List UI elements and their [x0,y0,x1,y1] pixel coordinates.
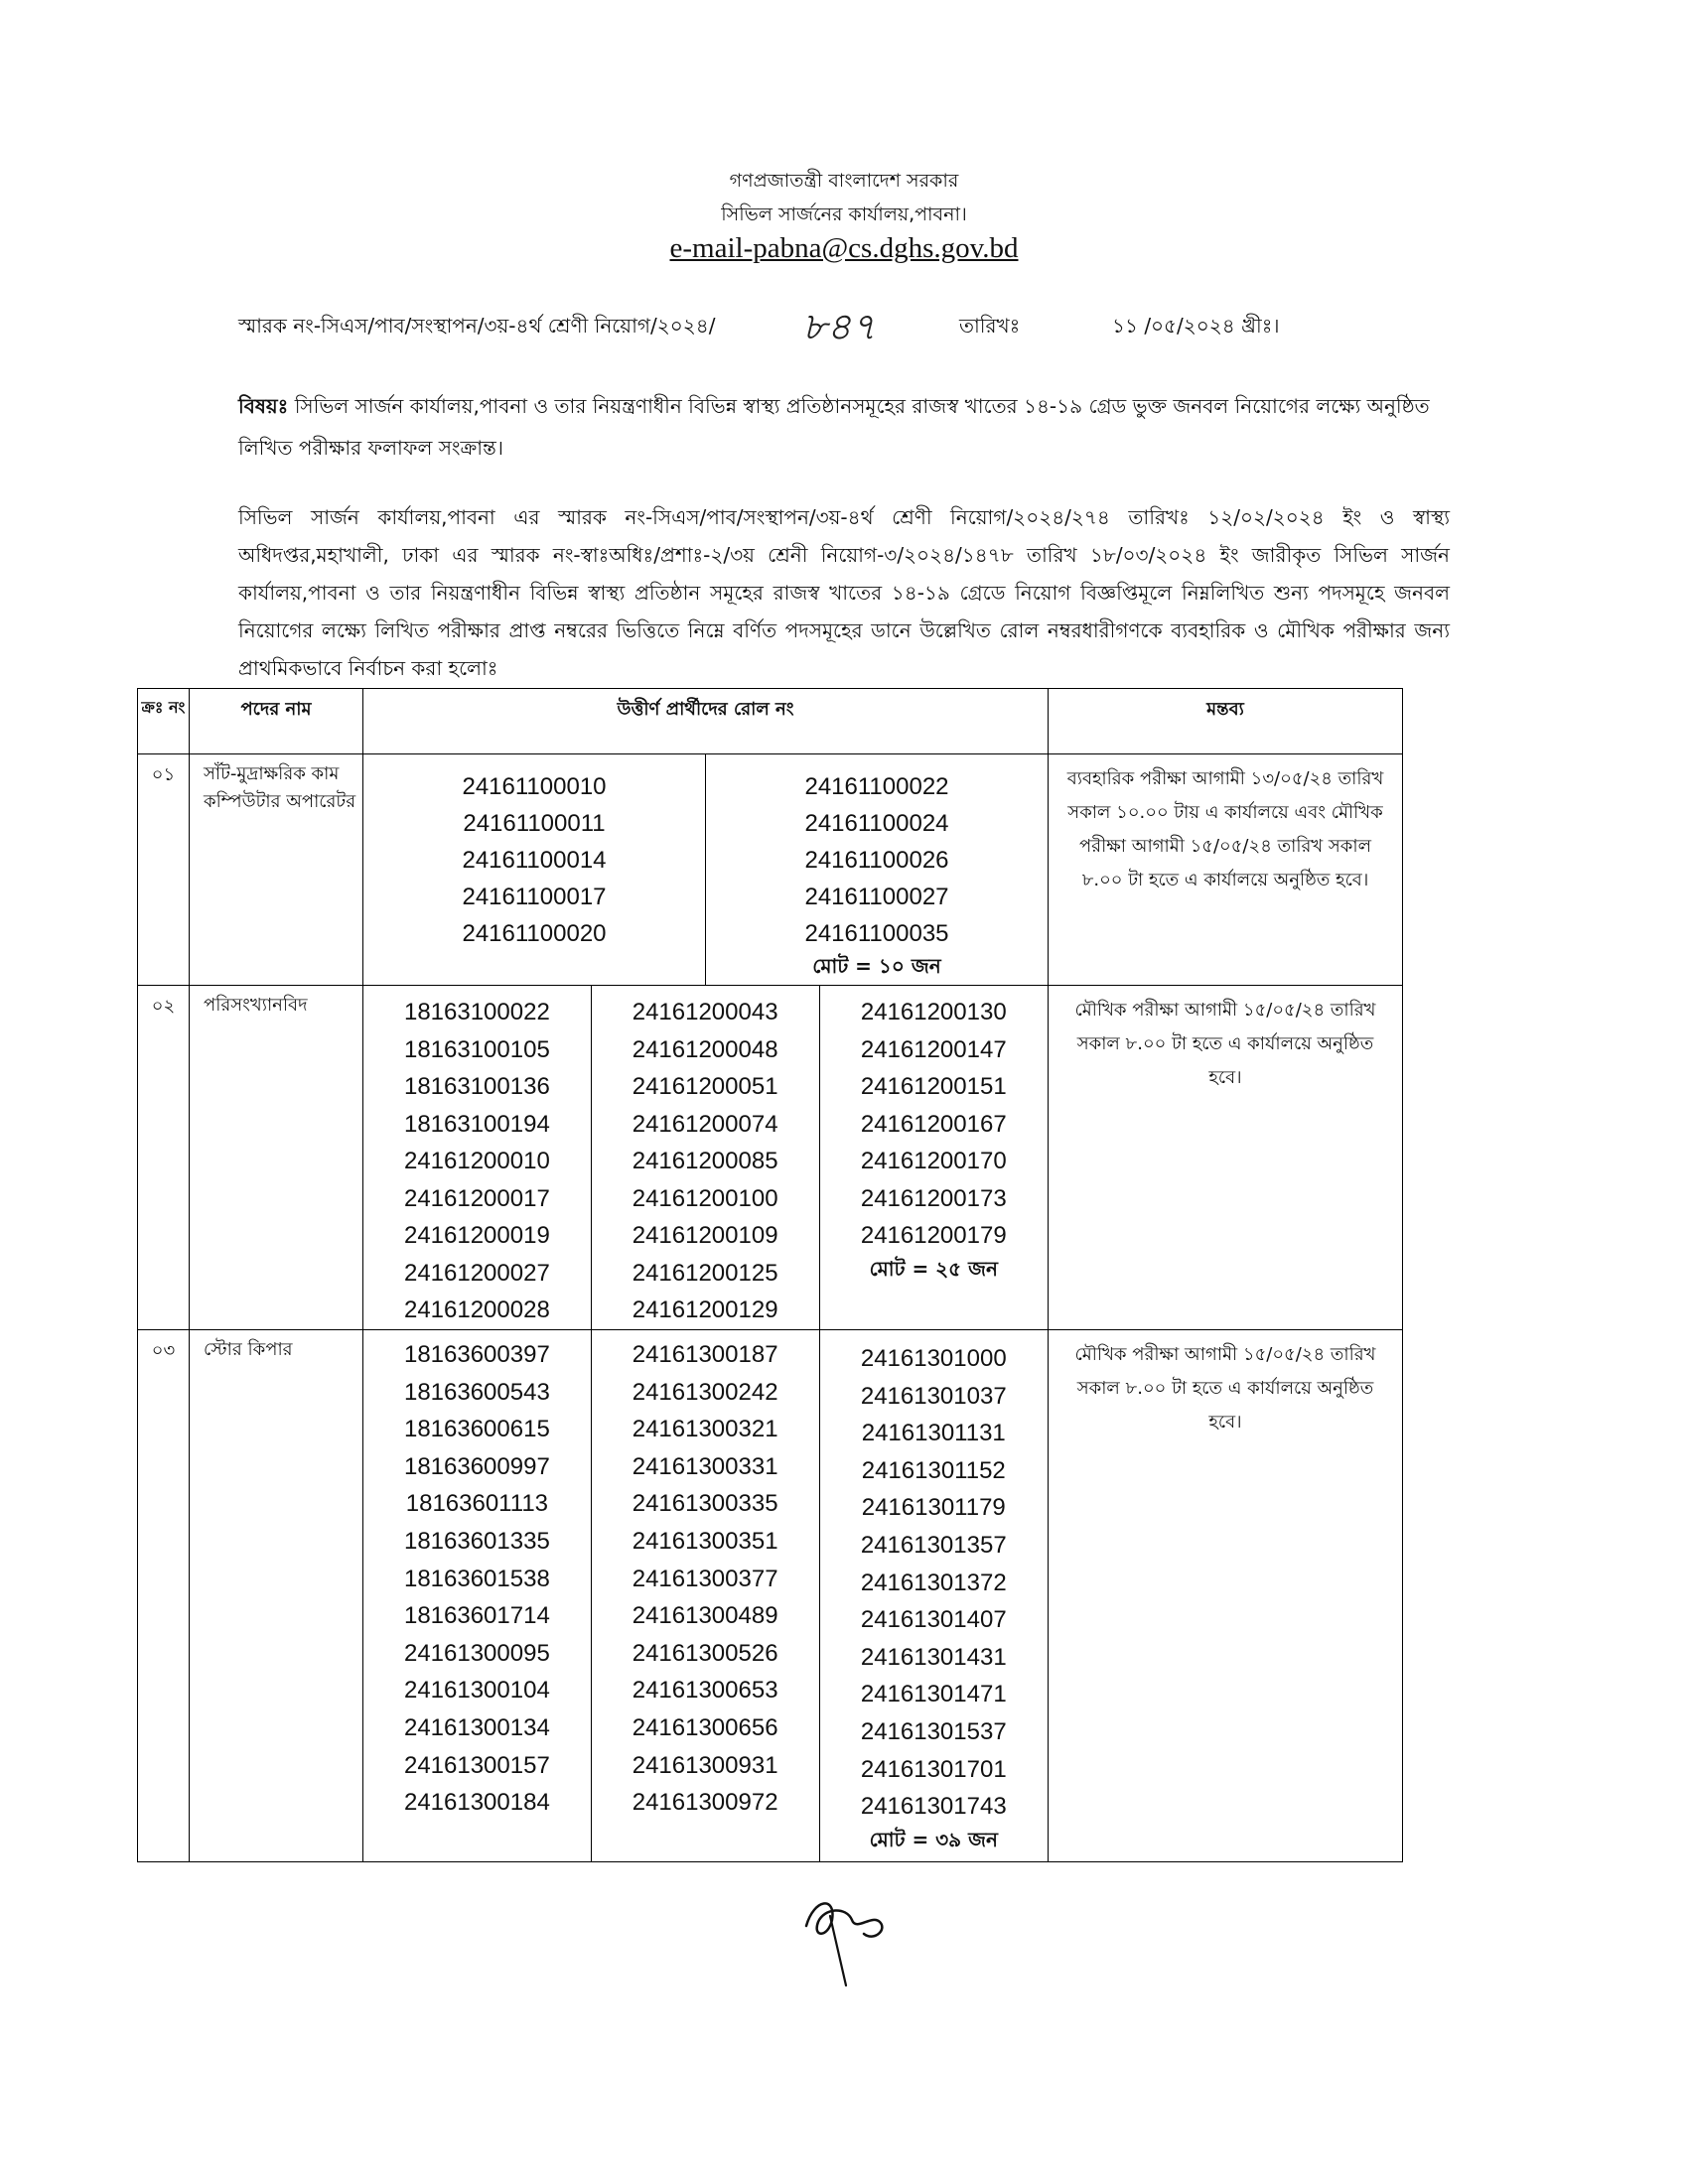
roll-number: 24161300489 [632,1602,778,1630]
roll-number: 18163601335 [403,1527,550,1555]
roll-number: 18163600997 [403,1452,550,1480]
table-row [138,754,1403,986]
roll-number: 24161100024 [804,810,949,837]
roll-number: 18163100105 [403,1035,550,1063]
row-remark: মৌখিক পরীক্ষা আগামী ১৫/০৫/২৪ তারিখ সকাল ৮.০০ টা হতে এ কার্যালয়ে অনুষ্ঠিত হবে। [1049,986,1403,1330]
roll-number: 18163600615 [403,1416,550,1443]
subject-label: বিষয়ঃ [238,394,289,418]
roll-number: 24161300653 [632,1677,778,1705]
roll-number: 24161301152 [861,1456,1006,1484]
roll-number: 24161301037 [860,1382,1007,1410]
roll-number: 24161301131 [861,1420,1006,1447]
government-title: গণপ্রজাতন্ত্রী বাংলাদেশ সরকার [729,170,959,192]
roll-number: 24161200129 [632,1297,778,1323]
office-title: সিভিল সার্জনের কার্যালয়,পাবনা। [721,204,967,225]
roll-number: 24161100027 [804,884,949,910]
roll-number: 24161200051 [632,1073,778,1100]
date-value: ১১ /০৫/২০২৪ খ্রীঃ। [1112,314,1280,338]
roll-number: 24161300351 [632,1527,778,1555]
roll-number: 24161200125 [632,1259,778,1287]
roll-column [819,986,1048,1329]
roll-number: 18163601113 [405,1490,549,1518]
roll-number: 24161300104 [403,1677,550,1705]
roll-number: 24161301407 [860,1606,1007,1634]
roll-number: 24161301431 [860,1643,1007,1671]
roll-number: 24161301357 [860,1531,1007,1559]
table-row [138,1330,1403,1862]
roll-number: 24161200179 [860,1222,1007,1249]
roll-number: 24161301000 [860,1345,1007,1372]
roll-number: 24161300526 [632,1639,778,1667]
roll-number: 24161300134 [403,1713,550,1741]
roll-number: 24161200170 [860,1148,1007,1174]
roll-number: 24161301743 [860,1793,1007,1821]
table-row [138,986,1403,1330]
row-post-name: সাঁট-মুদ্রাক্ষরিক কাম কম্পিউটার অপারেটর [190,754,363,986]
roll-number: 18163100136 [403,1073,550,1100]
header-serial: ক্রঃ নং [138,689,190,754]
roll-number: 24161300331 [632,1452,778,1480]
roll-number: 24161300187 [632,1341,778,1368]
roll-number: 24161100035 [804,920,949,947]
roll-number: 24161200130 [860,999,1007,1025]
date-label: তারিখঃ [959,314,1021,338]
header-post: পদের নাম [190,689,363,754]
roll-number: 24161300321 [632,1416,778,1443]
subject [238,385,1430,469]
roll-column [363,754,706,985]
roll-number: 24161200100 [632,1184,778,1212]
row-post-name: স্টোর কিপার [190,1330,363,1862]
roll-column [706,754,1049,985]
roll-number: 24161200109 [632,1222,778,1249]
results-table [137,688,1403,1862]
email-line [0,232,1688,265]
header-remarks: মন্তব্য [1049,689,1403,754]
roll-cell [363,986,1049,1330]
roll-number: 18163601714 [403,1602,550,1630]
roll-number: 24161200043 [632,999,778,1025]
row-serial: ০২ [138,986,190,1330]
roll-number: 24161100022 [804,773,949,800]
roll-number: 24161300157 [403,1751,550,1779]
handwritten-memo-number: ৮৪৭ [802,305,877,348]
row-remark: মৌখিক পরীক্ষা আগামী ১৫/০৫/২৪ তারিখ সকাল ৮.০০ টা হতে এ কার্যালয়ে অনুষ্ঠিত হবে। [1049,1330,1403,1862]
roll-number: 24161301701 [860,1755,1007,1783]
roll-number: 24161100017 [462,884,607,910]
roll-number: 18163100194 [403,1110,550,1138]
body-paragraph: সিভিল সার্জন কার্যালয়,পাবনা এর স্মারক নং-সিএস/পাব/সংস্থাপন/৩য়-৪র্থ শ্রেণী নিয়োগ/২০২৪/২৭৪ তারিখঃ ১২/০২/২০২৪ ইং ও স্বাস্থ্য অধিদপ্তর,মহাখালী, ঢাকা এর স্মারক নং-স্বাঃঅধিঃ/প্রশাঃ-২/৩য় শ্রেনী নিয়োগ-৩/২০২৪/১৪৭৮ তারিখ ১৮/০৩/২০২৪ ইং জারীকৃত সিভিল সার্জন কার্যালয়,পাবনা ও তার নিয়ন্ত্রণাধীন বিভিন্ন স্বাস্থ্য প্রতিষ্ঠান সমূহের রাজস্ব খাতের ১৪-১৯ গ্রেডে নিয়োগ বিজ্ঞপ্তিমূলে নিম্নলিখিত শুন্য পদসমূহে জনবল নিয়োগের লক্ষ্যে লিখিত পরীক্ষার প্রাপ্ত নম্বরের ভিত্তিতে নিম্নে বর্ণিত পদসমূহের ডানে উল্লেখিত রোল নম্বরধারীগণকে ব্যবহারিক ও মৌখিক পরীক্ষার জন্য প্রাথমিকভাবে নির্বাচন করা হলোঃ [238,505,1450,680]
total-count: মোট = ১০ জন [812,954,941,978]
row-serial: ০১ [138,754,190,986]
roll-cell [363,754,1049,986]
roll-number: 24161100011 [463,810,606,837]
table-header-row [138,689,1403,754]
roll-number: 24161200017 [403,1184,550,1212]
roll-column [591,1330,819,1861]
roll-number: 24161200085 [632,1148,778,1174]
roll-number: 24161200028 [403,1297,550,1323]
roll-number: 24161200027 [403,1259,550,1287]
roll-number: 24161300656 [632,1713,778,1741]
roll-column [363,986,591,1329]
roll-number: 24161100026 [804,847,949,874]
roll-column [591,986,819,1329]
office-email: e-mail-pabna@cs.dghs.gov.bd [669,232,1019,264]
roll-number: 24161300242 [632,1378,778,1406]
row-post-name: পরিসংখ্যানবিদ [190,986,363,1330]
roll-number: 18163601538 [403,1565,550,1592]
roll-number: 24161200151 [860,1073,1007,1100]
roll-column [363,1330,591,1861]
roll-number: 18163100022 [403,999,550,1025]
roll-number: 24161301537 [860,1717,1007,1745]
roll-number: 24161100020 [462,920,607,947]
roll-number: 24161200167 [860,1110,1007,1138]
signature [794,1886,904,1995]
roll-number: 24161100010 [462,773,607,800]
roll-number: 24161300972 [632,1789,778,1817]
total-count: মোট = ২৫ জন [869,1256,998,1281]
roll-number: 24161200147 [860,1035,1007,1063]
roll-number: 24161300377 [632,1565,778,1592]
row-serial: ০৩ [138,1330,190,1862]
roll-number: 24161301372 [860,1569,1007,1596]
roll-number: 24161300335 [632,1490,778,1518]
roll-cell [363,1330,1049,1862]
roll-number: 24161300931 [632,1751,778,1779]
roll-column [819,1330,1048,1861]
roll-number: 24161200074 [632,1110,778,1138]
row-remark: ব্যবহারিক পরীক্ষা আগামী ১৩/০৫/২৪ তারিখ সকাল ১০.০০ টায় এ কার্যালয়ে এবং মৌখিক পরীক্ষা আগামী ১৫/০৫/২৪ তারিখ সকাল ৮.০০ টা হতে এ কার্যালয়ে অনুষ্ঠিত হবে। [1049,754,1403,986]
roll-number: 24161300184 [403,1789,550,1817]
roll-number: 24161200019 [403,1222,550,1249]
memo-reference: স্মারক নং-সিএস/পাব/সংস্থাপন/৩য়-৪র্থ শ্রেণী নিয়োগ/২০২৪/ [238,314,716,338]
roll-number: 24161301471 [860,1681,1007,1708]
header-rolls: উত্তীর্ণ প্রার্থীদের রোল নং [363,689,1049,754]
roll-number: 24161200173 [860,1184,1007,1212]
roll-number: 18163600543 [403,1378,550,1406]
roll-number: 24161301179 [861,1494,1006,1522]
subject-text: সিভিল সার্জন কার্যালয়,পাবনা ও তার নিয়ন্ত্রণাধীন বিভিন্ন স্বাস্থ্য প্রতিষ্ঠানসমূহের রাজস্ব খাতের ১৪-১৯ গ্রেড ভুক্ত জনবল নিয়োগের লক্ষ্যে অনুষ্ঠিত লিখিত পরীক্ষার ফলাফল সংক্রান্ত। [238,394,1430,460]
total-count: মোট = ৩৯ জন [869,1827,998,1851]
roll-number: 24161300095 [403,1639,550,1667]
roll-number: 24161200010 [403,1148,550,1174]
roll-number: 18163600397 [403,1341,550,1368]
roll-number: 24161200048 [632,1035,778,1063]
roll-number: 24161100014 [462,847,607,874]
